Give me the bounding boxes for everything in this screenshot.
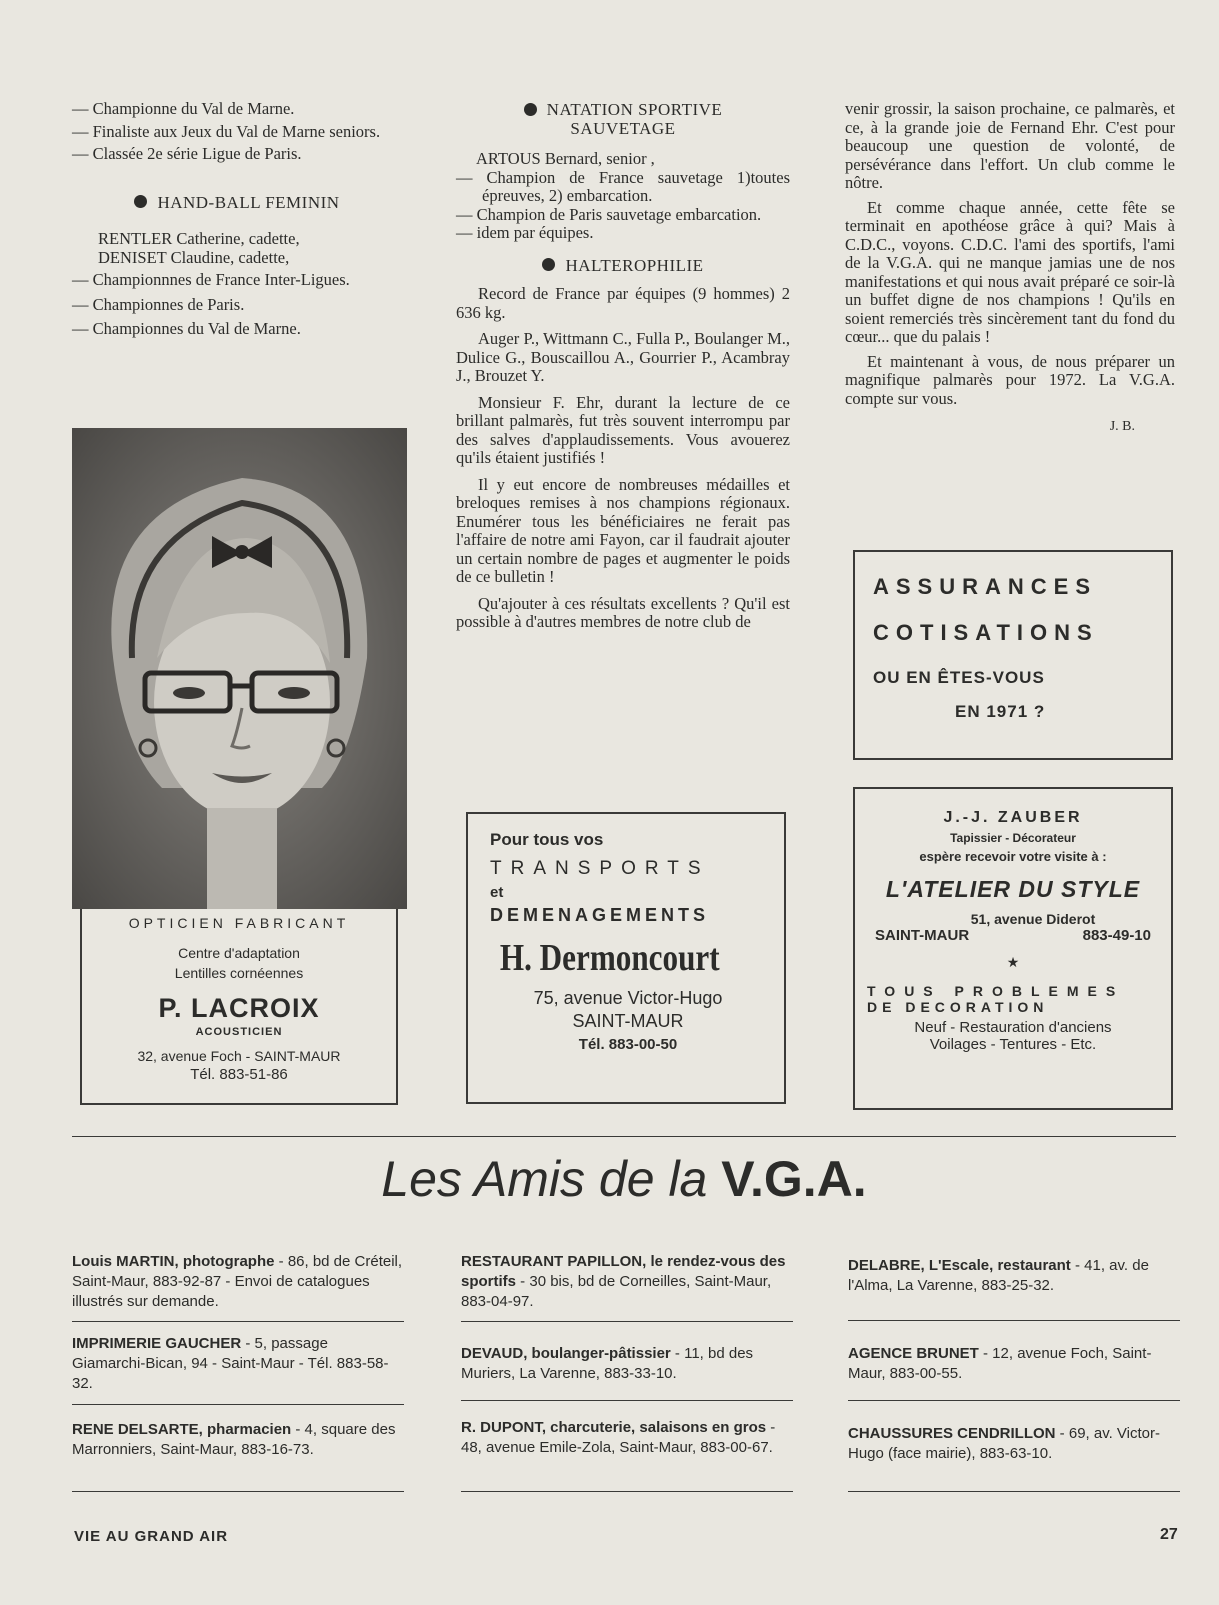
assurances-line: ASSURANCES	[873, 574, 1098, 599]
article-paragraph: Il y eut encore de nombreuses médailles et breloques remises à nos champions régionaux. Enumérer tous les bénéficiaires ne ferait pas l'affaire de notre ami Fayon, car il faudrait ajouter un certain nombre de pages et augmenter le poids de ce bulletin !	[456, 474, 790, 586]
assurances-line: EN 1971 ?	[955, 702, 1046, 721]
transport-line: DEMENAGEMENTS	[490, 905, 710, 925]
entry-divider	[72, 1321, 404, 1322]
friend-entry: IMPRIMERIE GAUCHER - 5, passage Giamarchi-Bican, 94 - Saint-Maur - Tél. 883-58-32.	[72, 1335, 389, 1392]
friend-entry: RESTAURANT PAPILLON, le rendez-vous des sportifs - 30 bis, bd de Corneilles, Saint-Maur, 883-04-97.	[461, 1253, 786, 1310]
transport-company: H. Dermoncourt	[499, 937, 720, 979]
friends-title	[72, 1150, 1176, 1208]
left-column	[72, 100, 402, 339]
friend-entry: AGENCE BRUNET - 12, avenue Foch, Saint-Maur, 883-00-55.	[848, 1345, 1152, 1382]
result-line: — Championnes de Paris.	[72, 294, 245, 314]
entry-divider	[72, 1491, 404, 1492]
result-line: — Champion de France sauvetage 1)toutes épreuves, 2) embarcation.	[456, 167, 790, 205]
halterophilie-heading: HALTEROPHILIE	[456, 257, 790, 276]
article-paragraph: venir grossir, la saison prochaine, ce palmarès, et ce, à la grande joie de Fernand Ehr. C'est pour beaucoup une question de volonté, de persévérance dans l'effort. Un club comme le nôtre.	[845, 99, 1175, 192]
result-line: — Championne du Val de Marne.	[72, 99, 295, 118]
optician-role: ACOUSTICIEN	[195, 1026, 283, 1038]
transport-city: SAINT-MAUR	[572, 1011, 684, 1031]
signature: J. B.	[1109, 419, 1135, 434]
friend-entry: DELABRE, L'Escale, restaurant - 41, av. de l'Alma, La Varenne, 883-25-32.	[848, 1257, 1149, 1294]
optician-line: Centre d'adaptation	[178, 945, 300, 961]
zauber-extra: Neuf - Restauration d'anciens	[914, 1019, 1112, 1036]
zauber-city-phone	[867, 927, 1159, 944]
article-paragraph: Auger P., Wittmann C., Fulla P., Boulanger M., Dulice G., Bouscaillou A., Gourrier P., Acambray J., Brouzet Y.	[456, 329, 790, 385]
athlete-name: DENISET Claudine, cadette,	[98, 247, 290, 267]
section-divider	[72, 1136, 1176, 1137]
athlete-name: RENTLER Catherine, cadette,	[98, 229, 300, 248]
zauber-problems: DE DECORATION	[867, 999, 1049, 1015]
assurances-ad	[853, 550, 1173, 760]
result-line: — Championnes du Val de Marne.	[72, 319, 301, 338]
optician-name: P. LACROIX	[158, 993, 320, 1023]
article-paragraph: Record de France par équipes (9 hommes) 2 636 kg.	[456, 284, 790, 322]
optician-ad	[80, 909, 398, 1105]
entry-divider	[461, 1400, 793, 1401]
entry-divider	[848, 1400, 1180, 1401]
zauber-ad	[853, 787, 1173, 1110]
zauber-phone: 883-49-10	[1082, 927, 1151, 944]
bullet-icon	[524, 103, 537, 116]
transport-phone: Tél. 883-00-50	[578, 1036, 678, 1053]
bullet-icon	[134, 195, 147, 208]
result-line: — idem par équipes.	[456, 223, 594, 242]
athlete-name: ARTOUS Bernard, senior ,	[476, 149, 655, 168]
zauber-extra: Voilages - Tentures - Etc.	[929, 1036, 1097, 1053]
friends-title-bold: V.G.A.	[721, 1151, 867, 1207]
woman-portrait-icon	[72, 428, 407, 909]
friend-entry: R. DUPONT, charcuterie, salaisons en gros - 48, avenue Emile-Zola, Saint-Maur, 883-00-67.	[461, 1419, 776, 1456]
bullet-icon	[542, 258, 555, 271]
transport-address: 75, avenue Victor-Hugo	[533, 988, 723, 1008]
zauber-city: SAINT-MAUR	[875, 927, 970, 944]
optician-ad-illustration	[72, 428, 407, 909]
handball-heading: HAND-BALL FEMININ	[72, 194, 402, 213]
result-line: — Classée 2e série Ligue de Paris.	[72, 144, 302, 163]
result-line: — Champion de Paris sauvetage embarcation.	[456, 204, 762, 224]
article-paragraph: Et comme chaque année, cette fête se terminait en apothéose grâce à qui? Mais à C.D.C., voyons. C.D.C. l'ami des sportifs, l'ami de la V.G.A. qui ne manque jamias une de nos manifestations et qui nous avait préparé ce soir-là un buffet digne de nos champions ! Qu'ils en soient remerciés très sincèrement tant du fond du cœur... que du palais !	[845, 197, 1175, 346]
optician-address: 32, avenue Foch - SAINT-MAUR	[137, 1048, 341, 1064]
friend-entry: DEVAUD, boulanger-pâtissier - 11, bd des Muriers, La Varenne, 883-33-10.	[461, 1345, 754, 1382]
friend-entry: CHAUSSURES CENDRILLON - 69, av. Victor-Hugo (face mairie), 883-63-10.	[848, 1425, 1160, 1462]
right-column	[845, 100, 1175, 437]
result-line: — Finaliste aux Jeux du Val de Marne seniors.	[72, 121, 381, 141]
zauber-problems: TOUS PROBLEMES	[867, 983, 1125, 999]
entry-divider	[461, 1321, 793, 1322]
entry-divider	[72, 1404, 404, 1405]
zauber-shop: L'ATELIER DU STYLE	[885, 876, 1141, 902]
optician-line: Lentilles cornéennes	[174, 965, 304, 981]
middle-column	[456, 100, 790, 632]
article-paragraph: Qu'ajouter à ces résultats excellents ? Qu'il est possible à d'autres membres de notre club de	[456, 593, 790, 631]
assurances-line: COTISATIONS	[873, 620, 1099, 645]
friend-entry: RENE DELSARTE, pharmacien - 4, square des Marronniers, Saint-Maur, 883-16-73.	[72, 1421, 396, 1458]
friend-entry: Louis MARTIN, photographe - 86, bd de Créteil, Saint-Maur, 883-92-87 - Envoi de catalogues illustrés sur demande.	[72, 1253, 403, 1310]
assurances-line: OU EN ÊTES-VOUS	[873, 668, 1045, 687]
zauber-role: Tapissier - Décorateur	[950, 831, 1076, 845]
zauber-address: 51, avenue Diderot	[970, 911, 1096, 927]
transport-line: TRANSPORTS	[490, 858, 710, 879]
entry-divider	[461, 1491, 793, 1492]
result-line: — Championnnes de France Inter-Ligues.	[72, 270, 350, 289]
zauber-line: espère recevoir votre visite à :	[919, 849, 1107, 864]
optician-header: OPTICIEN FABRICANT	[128, 915, 350, 931]
entry-divider	[848, 1491, 1180, 1492]
transport-ad	[466, 812, 786, 1104]
optician-phone: Tél. 883-51-86	[190, 1066, 288, 1083]
friends-title-light: Les Amis de la	[381, 1151, 708, 1207]
page-number: 27	[1160, 1526, 1178, 1543]
transport-intro: Pour tous vos	[490, 830, 604, 849]
entry-divider	[848, 1320, 1180, 1321]
star-icon: ★	[1006, 954, 1020, 970]
footer-magazine: VIE AU GRAND AIR	[74, 1528, 229, 1545]
zauber-name: J.-J. ZAUBER	[943, 809, 1083, 826]
article-paragraph: Et maintenant à vous, de nous préparer un magnifique palmarès pour 1972. La V.G.A. compte sur vous.	[845, 351, 1175, 408]
natation-heading: NATATION SPORTIVE SAUVETAGE	[456, 100, 790, 138]
article-paragraph: Monsieur F. Ehr, durant la lecture de ce brillant palmarès, fut très souvent interrompu par des salves d'applaudissements. Vous avouerez qu'ils étaient justifiés !	[456, 392, 790, 467]
transport-line: et	[490, 884, 504, 901]
